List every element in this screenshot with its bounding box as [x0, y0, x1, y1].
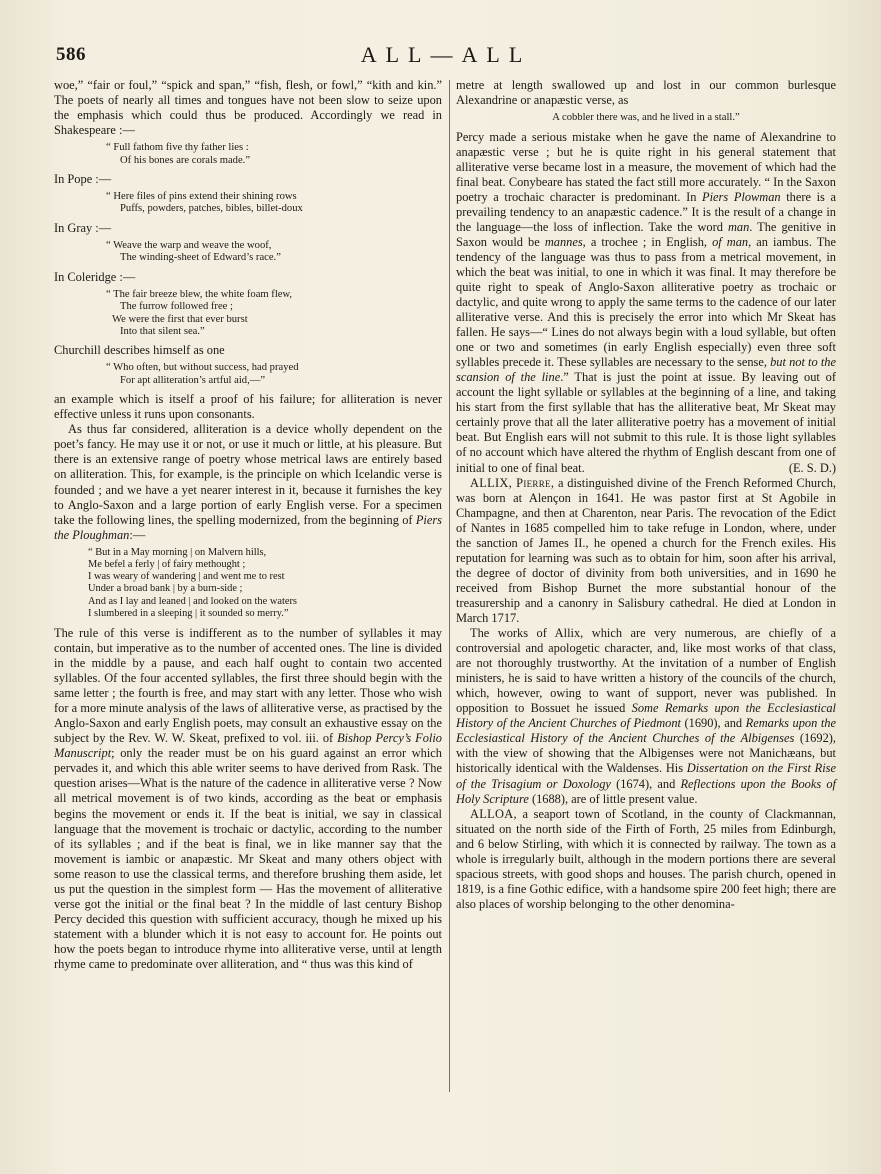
word-example: mannes [544, 234, 583, 249]
text-run: (1674), and [610, 776, 681, 791]
work-title: Remarks upon the Ecclesiastical History of the Ancient Churches of the Albigenses [456, 716, 836, 746]
quoted-phrase: but not to the scansion of the line [456, 355, 836, 385]
quote-line: A cobbler there was, and he lived in a stall.” [552, 112, 740, 124]
text-run: , a trochee ; in English, [582, 234, 713, 249]
page-number: 586 [56, 44, 86, 65]
quote-intro: In Gray :— [54, 220, 112, 235]
quote-line: Into that silent sea.” [120, 325, 205, 337]
paragraph [456, 130, 836, 476]
text-run: there is a prevailing tendency to an anapæstic cadence.” It is the result of a change in the language—the loss of inflection. Take the word [456, 189, 836, 234]
quote-intro: Churchill describes himself as one [54, 343, 225, 358]
entry-headword: ALLOA, [470, 806, 517, 821]
poem-line: Under a broad bank | by a burn-side ; [88, 583, 243, 595]
left-column [54, 78, 442, 972]
paragraph [54, 422, 442, 542]
text-run: (1690), and [680, 716, 746, 731]
text-run: a seaport town of Scotland, in the county of Clackmannan, situated on the north side of the Firth of Forth, 25 miles from Edinburgh, and 6 below Stirling, with which it is connected by railway. The town as a whole is irregularly built, although in the modern portions there are several spacious streets, with good shops and houses. The parish church, opened in 1819, is a fine Gothic edifice, with a handsome spire 200 feet high; there are also places of worship belonging to the other denomina- [456, 806, 836, 911]
text-run: a distinguished divine of the French Reformed Church, was born at Alençon in 1641. He was pastor first at St Agobile in Champagne, and then at Charenton, near Paris. The revocation of the Edict of Nantes in 1685 compelled him to take refuge in London, where, under the sanction of James II., he opened a church for the French exiles. His reputation for learning was such as to obtain for him, soon after his arrival, the degree of doctor of divinity from both universities, and in 1690 he received from Bishop Burnet the more substantial honour of the treasurership and a canonry in Salisbury cathedral. He died at London in March 1717. [456, 475, 836, 625]
quote-cobbler [456, 112, 836, 124]
word-example: man [727, 219, 750, 234]
text-run: . The genitive in Saxon would be [456, 219, 836, 249]
text-run: Percy made a serious mistake when he gave the name of Alexandrine to anapæstic verse ; but he is quite right in his general statement that alliterative verse became lost in a measure, the movement of which had the final beat. Conybeare has stated the fact still more accurately. “ In the Saxon poetry a trochaic character is predominant. In [456, 129, 836, 204]
text-run: As thus far considered, alliteration is a device wholly dependent on the poet’s fancy. He may use it or not, or use it much or little, at his pleasure. But there is an extensive range of poetry whose metrical laws are entirely based on alliteration. This, for example, is the principle on which Icelandic verse is founded ; and we have a yet nearer interest in it, because it furnishes the key to Anglo-Saxon and a large portion of early English verse. For a specimen take the following lines, the spelling modernized, from the beginning of [54, 422, 442, 527]
text-run: The works of Allix, which are very numerous, are chiefly of a controversial and apologetic character, and, like most works of that class, are not thoroughly trustworthy. At the invitation of a number of English ministers, he is said to have written a history of the councils of the church, which, however, owing to want of support, never was published. In opposition to Bossuet he issued [456, 626, 836, 716]
text-run: The rule of this verse is indifferent as to the number of syllables it may contain, but imperative as to the number of accented ones. The line is divided in the middle by a pause, and each half ought to contain two accented syllables. Of the four accented syllables, the first three should begin with the same letter ; the fourth is free, and may start with any letter. Those who wish for a more minute analysis of the laws of alliterative verse, as practised by the Anglo-Saxon and early English poets, may consult an exhaustive essay on the subject by the Rev. W. W. Skeat, prefixed to vol. iii. of [54, 625, 442, 746]
running-head: ALL—ALL [360, 42, 532, 67]
quote-line: “ Here files of pins extend their shining rows [106, 191, 297, 203]
quote-coleridge [106, 289, 442, 339]
text-run: (1692), with the view of showing that the Albigenses were not Manichæans, but historically identical with the Waldenses. His [456, 731, 836, 776]
poem-line: “ But in a May morning | on Malvern hills, [88, 546, 267, 558]
quote-line: We were the first that ever burst [112, 313, 248, 325]
paragraph: metre at length swallowed up and lost in our common burlesque Alexandrine or anapæstic verse, as [456, 78, 836, 108]
quote-line: “ The fair breeze blew, the white foam flew, [106, 288, 293, 300]
text-run: :— [129, 527, 146, 542]
work-title: Piers Plowman [702, 189, 781, 204]
quote-line: Of his bones are corals made.” [120, 154, 251, 166]
text-run: .” That is just the point at issue. By leaving out of account the light syllable or syllables at the beginning of a line, and taking his start from the first syllable that has the alliterative beat, Mr Skeat may certainly prove that all the later alliterative poetry has a movement of initial beat. But English ears will not submit to this rule. It is those light syllables of no account which have altered the rhythm of English descant from one of initial to one of final beat. [456, 370, 837, 475]
quote-line: The furrow followed free ; [120, 301, 233, 313]
work-title: Some Remarks upon the Ecclesiastical History of the Ancient Churches of Piedmont [456, 701, 836, 731]
quote-gray [106, 240, 442, 265]
poem-line: I was weary of wandering | and went me to rest [88, 571, 285, 583]
quote-churchill [106, 362, 442, 387]
quote-line: “ Who often, but without success, had prayed [106, 362, 299, 374]
quote-intro: In Pope :— [54, 172, 112, 186]
poem-line: And as I lay and leaned | and looked on the waters [88, 595, 297, 607]
text-run: (1688), are of little present value. [528, 791, 698, 806]
quote-pope [106, 191, 442, 216]
paragraph: an example which is itself a proof of his failure; for alliteration is never effective unless it runs upon consonants. [54, 392, 442, 422]
entry-allix [456, 476, 836, 626]
quote-shakespeare [106, 142, 442, 167]
work-title: Dissertation on the First Rise of the Trisagium or Doxology [456, 761, 836, 791]
paragraph: woe,” “fair or foul,” “spick and span,” “fish, flesh, or fowl,” “kith and kin.” The poets of nearly all times and tongues have not been slow to seize upon the emphasis which could thus be produced. Accordingly we read in Shakespeare :— [54, 78, 442, 138]
work-title: Piers the Ploughman [54, 512, 442, 542]
text-run: , an iambus. The tendency of the language was thus to pass from a metrical movement, in which the beat was initial, to one in which it was final. It may therefore be quite right to speak of Anglo-Saxon alliterative poetry as trochaic or dactylic, and quite wrong to apply the same terms to the cadence of our later alliterative verse. And this is precisely the error into which Mr Skeat has fallen. He says—“ Lines do not always begin with a loud syllable, but often one or two and sometimes (in early English especially) even three soft syllables precede it. These syllables are necessary to the sense, [456, 234, 837, 370]
paragraph [54, 626, 442, 972]
author-signature: (E. S. D.) [788, 460, 836, 475]
poem-piers-ploughman [88, 547, 442, 620]
entry-headword: ALLIX, Pierre, [470, 475, 555, 490]
right-column [456, 78, 836, 912]
quote-line: The winding-sheet of Edward’s race.” [120, 252, 281, 264]
quote-line: Puffs, powders, patches, bibles, billet-doux [120, 203, 303, 215]
quote-line: “ Full fathom five thy father lies : [106, 142, 249, 154]
paragraph [456, 626, 836, 807]
word-example: of man [712, 234, 749, 249]
quote-intro: In Coleridge :— [54, 269, 136, 284]
poem-line: Me befel a ferly | of fairy methought ; [88, 558, 246, 570]
quote-line: “ Weave the warp and weave the woof, [106, 239, 272, 251]
page-header [56, 40, 836, 74]
entry-alloa [456, 807, 836, 912]
text-run: ; only the reader must be on his guard against an error which pervades it, and which this able writer seems to have derived from Rask. The question arises—What is the nature of the cadence in alliterative verse ? Now all metrical movement is of two kinds, according as the beat or emphasis begins the movement or ends it. If the beat is initial, we say in classical language that the movement is trochaic or dactylic, according to the number of its syllables ; and if the beat is final, we in like manner say that the movement is iambic or anapæstic. Mr Skeat and many others object with some reason to use the classical terms, and therefore brushing them aside, let us put the question in the simplest form — Has the movement of alliterative verse got the initial or the final beat ? In the middle of last century Bishop Percy decided this question with sufficient accuracy, though he mixed up his statement with a blunder which it is not easy to account for. He points out how the poets began to introduce rhyme into alliterative verse, until at length rhyme came to predominate over alliteration, and “ thus was this kind of [54, 746, 442, 971]
poem-line: I slumbered in a sleeping | it sounded so merry.” [88, 607, 289, 619]
work-title: Reflections upon the Books of Holy Scripture [456, 776, 836, 806]
quote-line: For apt alliteration’s artful aid,—” [120, 374, 266, 386]
work-title: Bishop Percy’s Folio Manuscript [54, 731, 442, 761]
column-divider [449, 80, 450, 1092]
